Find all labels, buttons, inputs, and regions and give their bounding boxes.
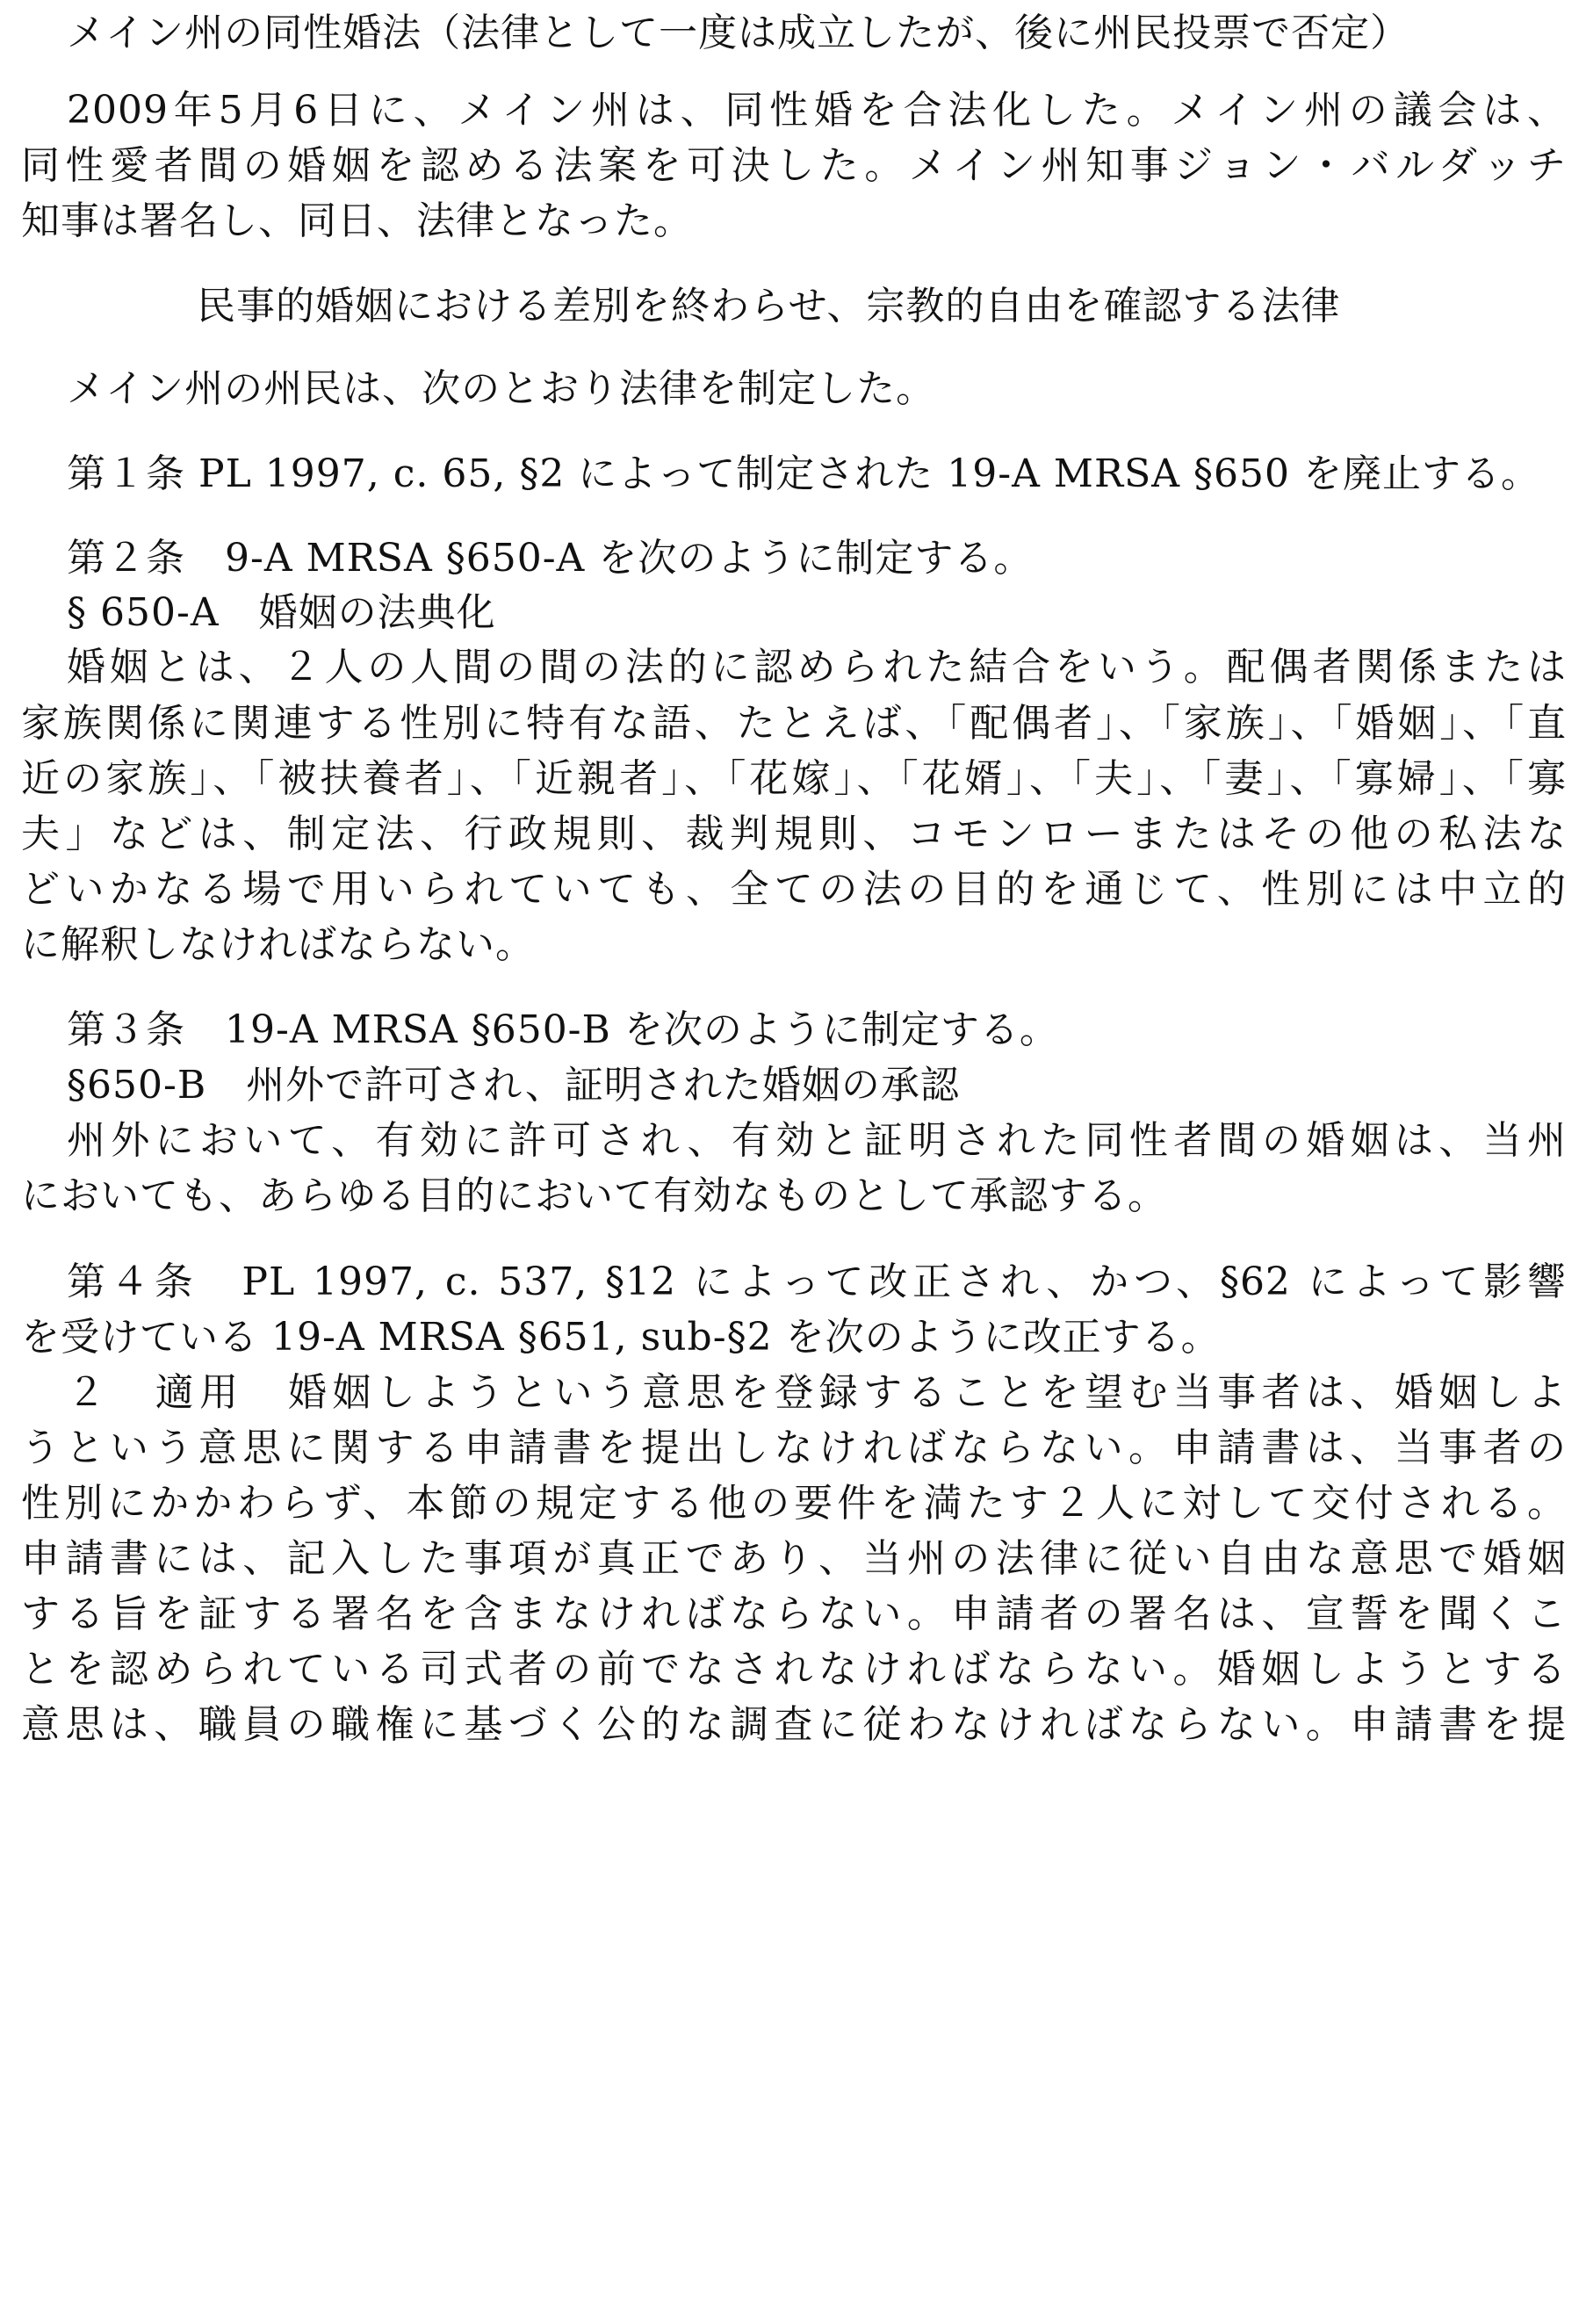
section-2-subheading: § 650-A 婚姻の法典化 <box>67 590 496 635</box>
section-1: 第１条 PL 1997, c. 65, §2 によって制定された 19-A MRSA §650 を廃止する。 <box>67 451 1540 496</box>
enactment-clause: メイン州の州民は、次のとおり法律を制定した。 <box>67 366 936 411</box>
intro-line-3: 知事は署名し、同日、法律となった。 <box>21 198 693 243</box>
section-2-body-line-3: 近の家族」、「被扶養者」、「近親者」、「花嫁」、「花婿」、「夫」、「妻」、「寡婦」、「寡 <box>21 756 1567 801</box>
section-4-body-line-4: 申請書には、記入した事項が真正であり、当州の法律に従い自由な意思で婚姻 <box>21 1536 1567 1581</box>
section-3-body-line-2: においても、あらゆる目的において有効なものとして承認する。 <box>21 1173 1167 1218</box>
section-2-body-line-1: 婚姻とは、２人の人間の間の法的に認められた結合をいう。配偶者関係または <box>67 645 1567 689</box>
section-4-heading-line-2: を受けている 19-A MRSA §651, sub-§2 を次のように改正する。 <box>21 1315 1221 1360</box>
section-2-body-line-5: どいかなる場で用いられていても、全ての法の目的を通じて、性別には中立的 <box>21 867 1567 912</box>
intro-line-2: 同性愛者間の婚姻を認める法案を可決した。メイン州知事ジョン・バルダッチ <box>21 143 1567 188</box>
section-4-body-line-3: 性別にかかわらず、本節の規定する他の要件を満たす２人に対して交付される。 <box>21 1481 1567 1526</box>
section-3-subheading: §650-B 州外で許可され、証明された婚姻の承認 <box>67 1063 960 1108</box>
section-4-heading-line-1: 第４条 PL 1997, c. 537, §12 によって改正され、かつ、§62 によって影響 <box>67 1259 1567 1304</box>
section-4-body-line-1: ２ 適用 婚姻しようという意思を登録することを望む当事者は、婚姻しよ <box>67 1370 1567 1415</box>
section-2-body-line-6: に解釈しなければならない。 <box>21 922 535 967</box>
act-title: 民事的婚姻における差別を終わらせ、宗教的自由を確認する法律 <box>197 284 1341 328</box>
section-4-body-line-5: する旨を証する署名を含まなければならない。申請者の署名は、宣誓を聞くこ <box>21 1591 1567 1636</box>
section-2-heading: 第２条 9-A MRSA §650-A を次のように制定する。 <box>67 536 1034 581</box>
document-title: メイン州の同性婚法（法律として一度は成立したが、後に州民投票で否定） <box>67 11 1410 55</box>
section-2-body-line-4: 夫」などは、制定法、行政規則、裁判規則、コモンローまたはその他の私法な <box>21 812 1567 856</box>
section-4-body-line-7: 意思は、職員の職権に基づく公的な調査に従わなければならない。申請書を提 <box>21 1702 1567 1747</box>
intro-line-1: 2009年5月6日に、メイン州は、同性婚を合法化した。メイン州の議会は、 <box>67 88 1567 133</box>
section-3-heading: 第３条 19-A MRSA §650-B を次のように制定する。 <box>67 1007 1059 1052</box>
section-4-body-line-2: うという意思に関する申請書を提出しなければならない。申請書は、当事者の <box>21 1425 1567 1470</box>
section-4-body-line-6: とを認められている司式者の前でなされなければならない。婚姻しようとする <box>21 1647 1567 1692</box>
section-2-body-line-2: 家族関係に関連する性別に特有な語、たとえば、「配偶者」、「家族」、「婚姻」、「直 <box>21 701 1567 746</box>
section-3-body-line-1: 州外において、有効に許可され、有効と証明された同性者間の婚姻は、当州 <box>67 1118 1567 1163</box>
